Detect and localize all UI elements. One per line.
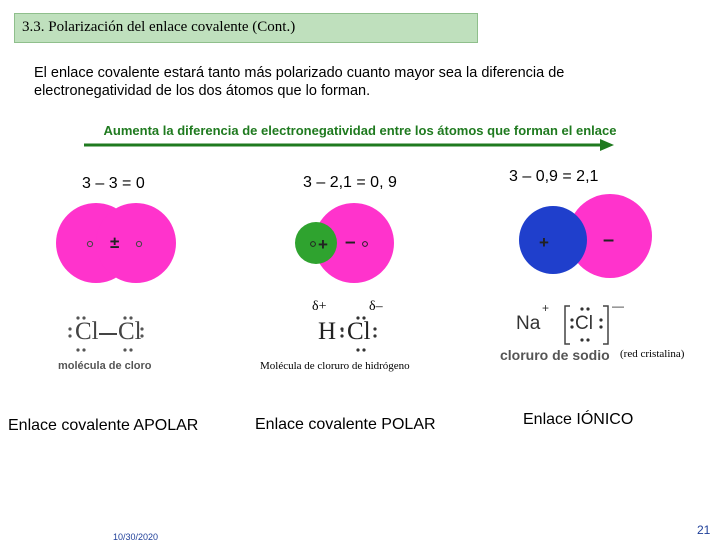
ionic-equation: 3 – 0,9 = 2,1 [509, 168, 599, 185]
ionic-atom-sodium [519, 206, 587, 274]
ionic-na: Na [516, 313, 541, 334]
polar-minus-sign: – [345, 232, 356, 253]
delta-plus: δ+ [312, 299, 327, 314]
ionic-minus-sign: – [603, 229, 615, 251]
label-ionic: Enlace IÓNICO [523, 411, 634, 428]
ionic-plus-sign: + [539, 233, 549, 252]
apolar-lewis-left: Cl [75, 318, 99, 345]
polar-equation: 3 – 2,1 = 0, 9 [303, 174, 397, 191]
polar-lewis-cl: Cl [347, 318, 371, 345]
polar-plus-sign: + [318, 235, 328, 254]
apolar-equation: 3 – 3 = 0 [82, 175, 145, 192]
ionic-caption-note: (red cristalina) [620, 348, 685, 360]
delta-minus: δ– [369, 299, 383, 314]
electronegativity-arrow [84, 139, 614, 151]
polar-atom-hydrogen [295, 222, 337, 264]
slide-date: 10/30/2020 [113, 532, 159, 542]
apolar-center-sign: ± [110, 233, 120, 252]
polar-lewis-h: H [318, 318, 337, 345]
arrow-label: Aumenta la diferencia de electronegatividad entre los átomos que forman el enlace [103, 123, 617, 138]
page-number: 21 [697, 523, 711, 537]
ionic-caption: cloruro de sodio [500, 347, 610, 363]
polar-caption: Molécula de cloruro de hidrógeno [260, 360, 410, 372]
intro-paragraph: El enlace covalente estará tanto más polarizado cuanto mayor sea la diferencia de electronegatividad de los dos átomos que lo forman. [34, 65, 565, 99]
ionic-cl-charge: — [612, 299, 624, 313]
ionic-na-charge: + [542, 301, 550, 315]
slide-title: 3.3. Polarización del enlace covalente (Cont.) [22, 19, 296, 35]
label-apolar: Enlace covalente APOLAR [8, 417, 199, 434]
ionic-cl: Cl [575, 313, 593, 334]
apolar-lewis-right: Cl [118, 318, 142, 345]
polar-bond-pair: : [340, 324, 345, 340]
apolar-atom-right [96, 203, 176, 283]
label-polar: Enlace covalente POLAR [255, 416, 436, 433]
apolar-caption: molécula de cloro [58, 360, 152, 372]
